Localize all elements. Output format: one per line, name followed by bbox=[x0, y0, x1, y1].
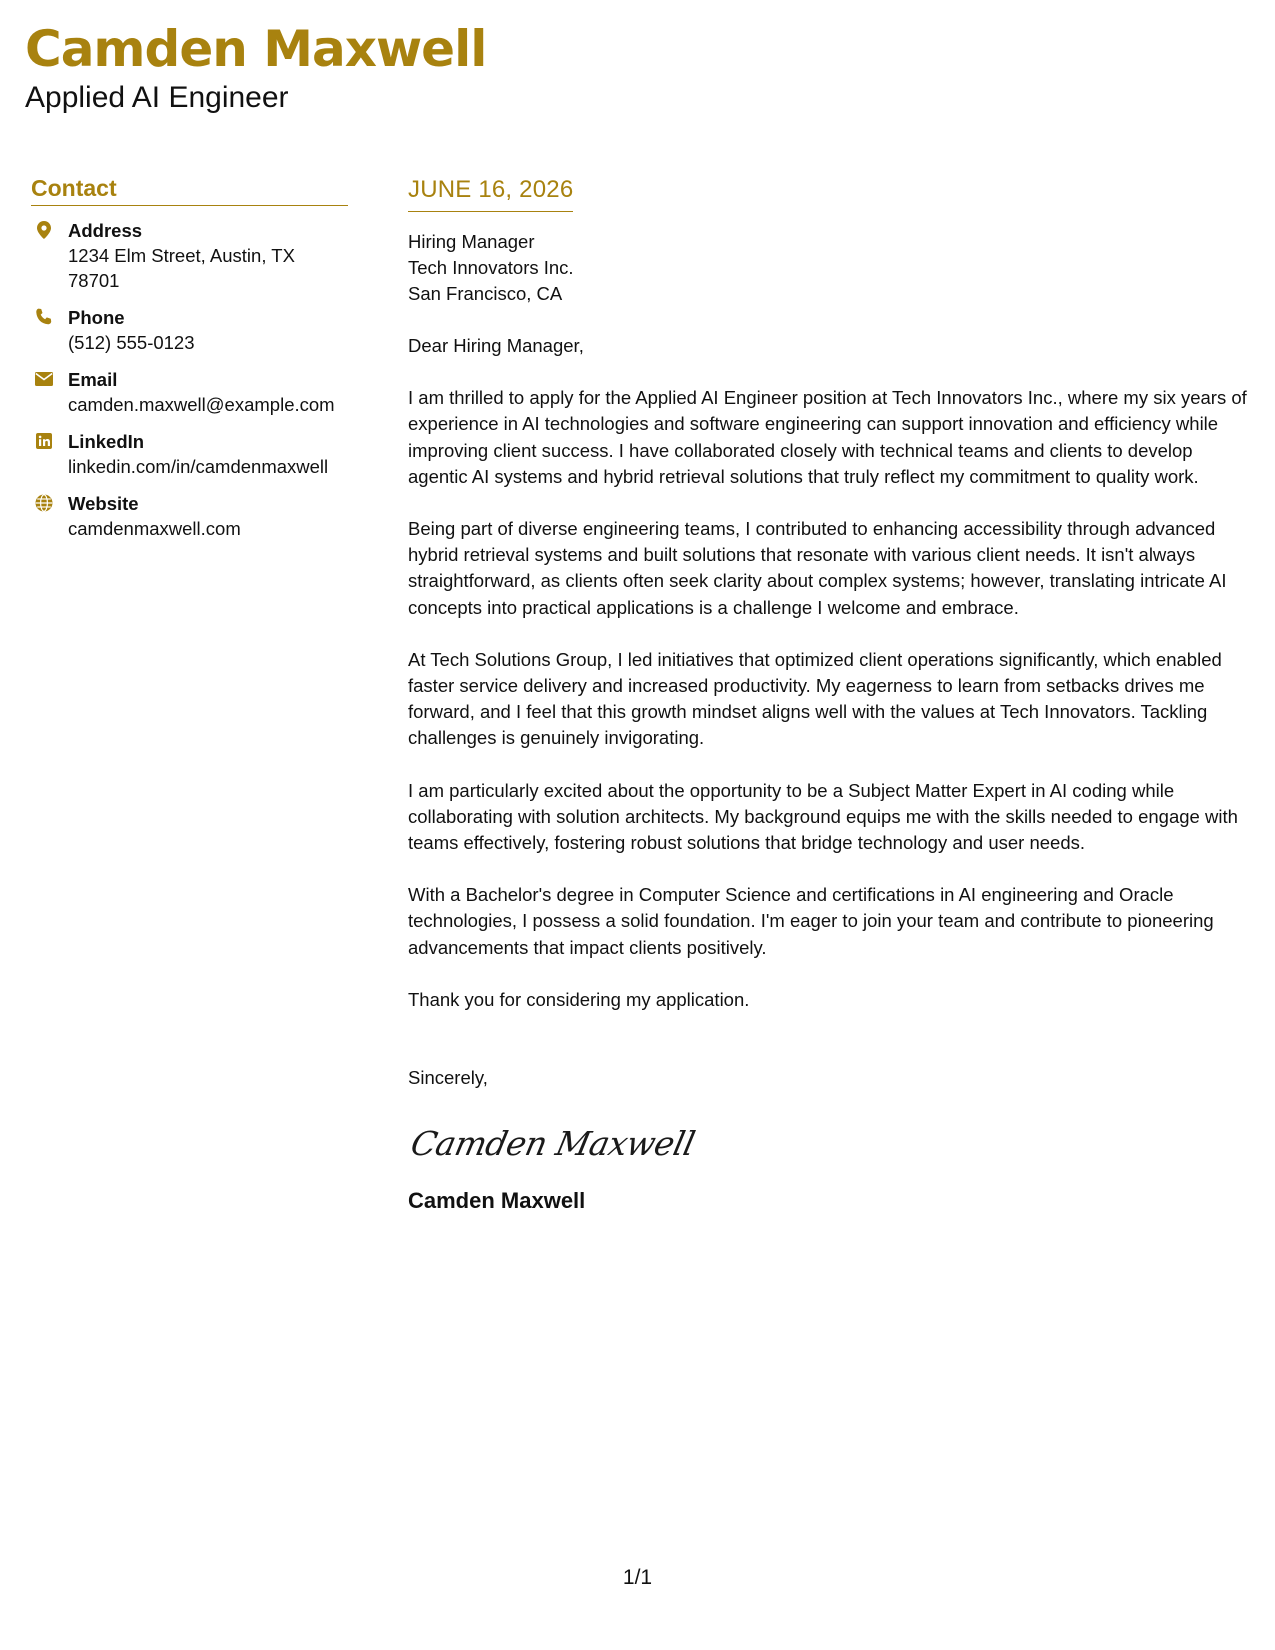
linkedin-icon bbox=[33, 430, 55, 452]
contact-sidebar bbox=[31, 173, 348, 553]
letter-paragraph: Thank you for considering my application. bbox=[408, 988, 750, 1010]
contact-label: Address bbox=[68, 220, 143, 241]
contact-item-phone bbox=[31, 305, 348, 355]
letter-paragraph: Being part of diverse engineering teams, I contributed to enhancing accessibility through advanced hybrid retrieval systems and built solutions that resonate with various client needs. It isn't always straightforward, as clients often seek clarity about complex systems; however, translating intricate AI concepts into practical applications is a challenge I welcome and embrace. bbox=[408, 518, 1227, 618]
envelope-icon bbox=[33, 368, 55, 390]
letter-paragraph: With a Bachelor's degree in Computer Science and certifications in AI engineering and Oracle technologies, I possess a solid foundation. I'm eager to join your team and contribute to pioneering advancements that impact clients positively. bbox=[408, 884, 1214, 958]
contact-label: Email bbox=[68, 369, 118, 390]
recipient-line: Tech Innovators Inc. bbox=[408, 257, 574, 278]
contact-label: LinkedIn bbox=[68, 431, 145, 452]
handwritten-signature bbox=[408, 1113, 1248, 1173]
phone-icon bbox=[33, 306, 55, 328]
contact-heading: Contact bbox=[31, 173, 348, 206]
contact-item-website bbox=[31, 491, 348, 541]
candidate-name: Camden Maxwell bbox=[25, 20, 487, 78]
globe-icon bbox=[33, 492, 55, 514]
contact-item-address bbox=[31, 218, 348, 293]
letter-paragraph: At Tech Solutions Group, I led initiatives that optimized client operations significantly, which enabled faster service delivery and increased productivity. My eagerness to learn from setbacks drives me forward, and I feel that this growth mindset aligns well with the values at Tech Innovators. Tackling challenges is genuinely invigorating. bbox=[408, 648, 1222, 749]
resume-header bbox=[25, 18, 486, 116]
letter-paragraph: I am particularly excited about the opportunity to be a Subject Matter Expert in AI coding while collaborating with solution architects. My background equips me with the skills needed to engage with teams effectively, fostering robust solutions that bridge technology and user needs. bbox=[408, 779, 1238, 854]
contact-value: 1234 Elm Street, Austin, TX 78701 bbox=[68, 245, 295, 291]
recipient-line: Hiring Manager bbox=[408, 231, 535, 252]
contact-item-linkedin bbox=[31, 429, 348, 479]
contact-label: Phone bbox=[68, 307, 125, 328]
signed-name: Camden Maxwell bbox=[408, 1188, 586, 1214]
recipient-line: San Francisco, CA bbox=[408, 283, 563, 304]
svg-text:Camden Maxwell: Camden Maxwell bbox=[407, 1124, 699, 1164]
recipient-block bbox=[408, 229, 1248, 307]
contact-label: Website bbox=[68, 493, 139, 514]
letter-body bbox=[408, 175, 1248, 1215]
contact-value: camdenmaxwell.com bbox=[68, 518, 241, 539]
contact-value: camden.maxwell@example.com bbox=[68, 394, 335, 415]
closing: Sincerely, bbox=[408, 1067, 488, 1089]
letter-paragraph: I am thrilled to apply for the Applied AI Engineer position at Tech Innovators Inc., where my six years of experience in AI technologies and software engineering can support innovation and efficiency while improving client success. I have collaborated closely with technical teams and clients to develop agentic AI systems and hybrid retrieval solutions that truly reflect my commitment to quality work. bbox=[408, 387, 1247, 487]
candidate-title: Applied AI Engineer bbox=[25, 81, 289, 114]
letter-date: JUNE 16, 2026 bbox=[408, 175, 573, 212]
page-number: 1/1 bbox=[622, 1566, 653, 1589]
map-pin-icon bbox=[33, 219, 55, 241]
contact-value: (512) 555-0123 bbox=[68, 332, 195, 353]
contact-item-email bbox=[31, 367, 348, 417]
salutation: Dear Hiring Manager, bbox=[408, 335, 584, 356]
contact-value: linkedin.com/in/camdenmaxwell bbox=[68, 456, 329, 477]
